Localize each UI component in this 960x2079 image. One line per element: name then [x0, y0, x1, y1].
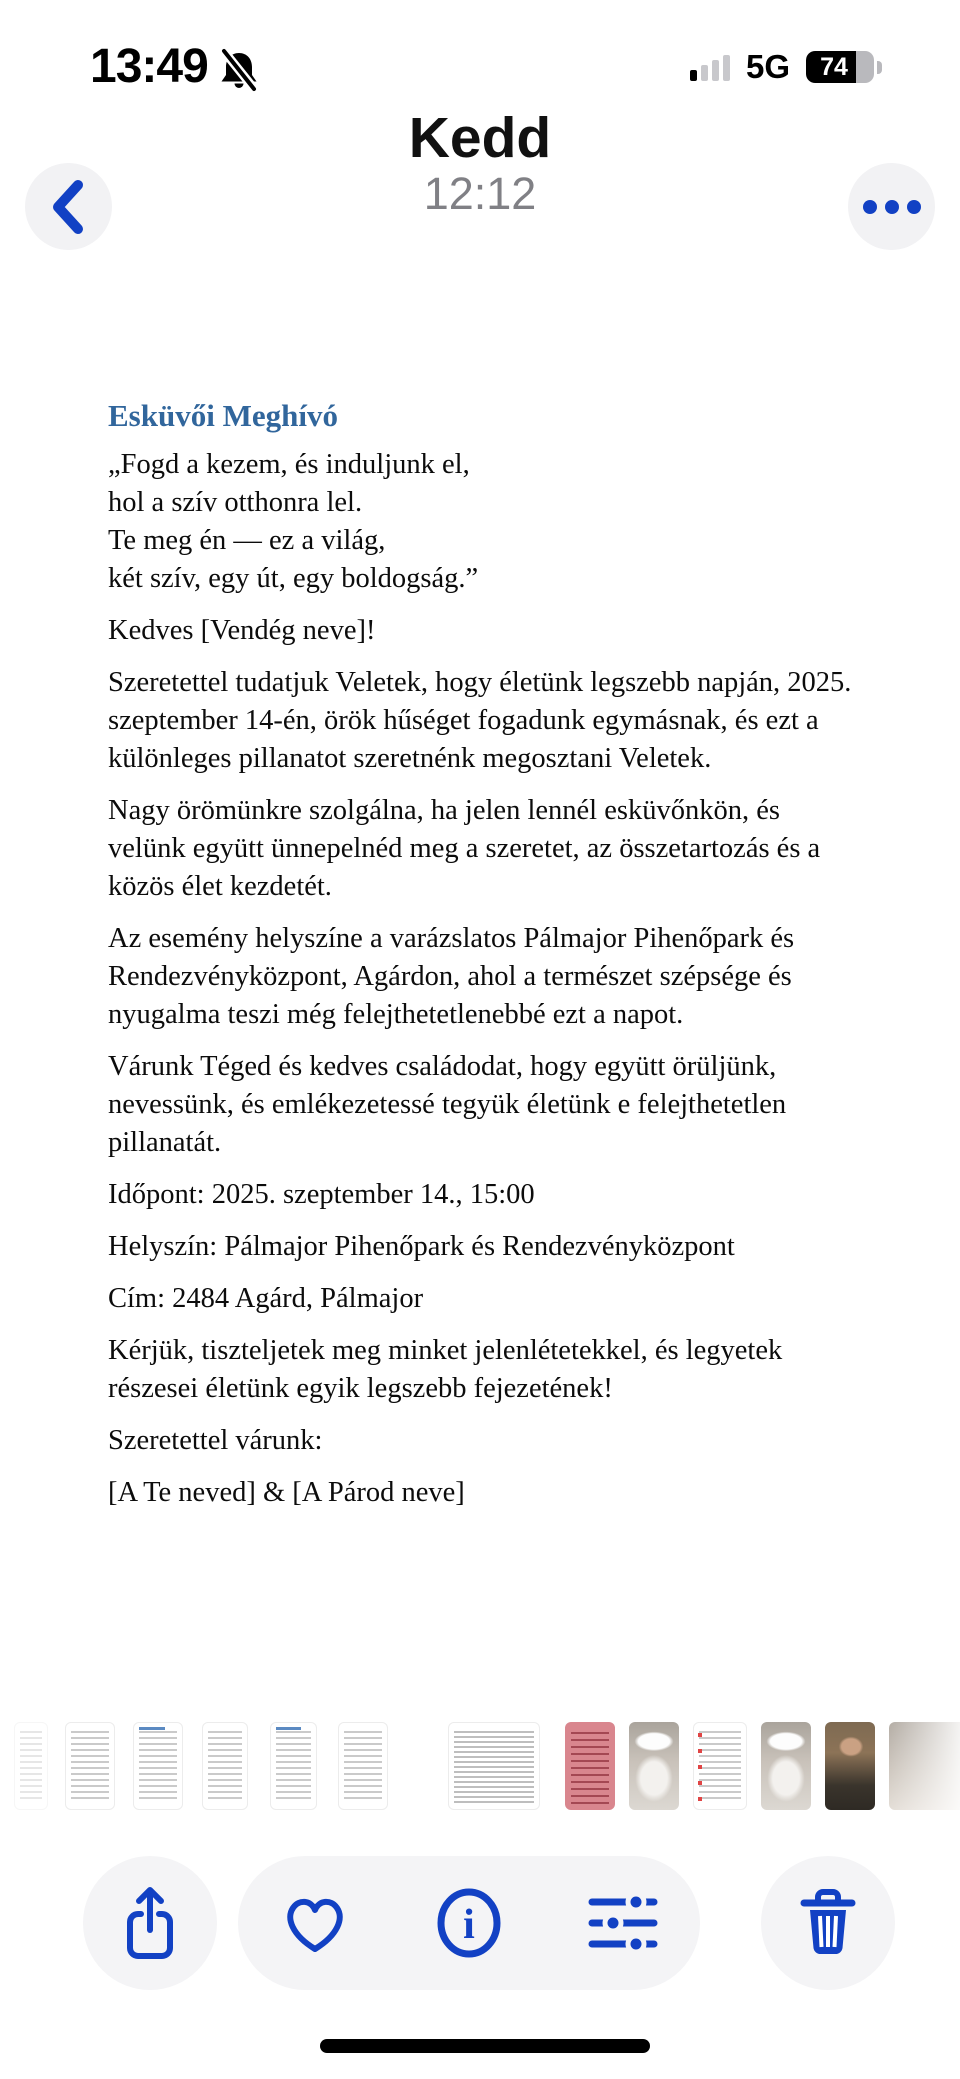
thumbnail-document[interactable]: [270, 1722, 317, 1810]
thumbnail-photo-woman[interactable]: [761, 1722, 811, 1810]
signal-bars-icon: [690, 53, 730, 81]
document-paragraph: Helyszín: Pálmajor Pihenőpark és Rendezvényközpont: [108, 1231, 735, 1262]
info-icon: [434, 1886, 504, 1960]
home-indicator[interactable]: [320, 2039, 650, 2053]
thumbnail-photo-partial[interactable]: [889, 1722, 960, 1810]
status-indicators: [690, 48, 882, 86]
document-poem: [108, 446, 856, 598]
photo-view-document[interactable]: [108, 396, 856, 1526]
thumbnail-document[interactable]: [202, 1722, 248, 1810]
document-paragraph: Az esemény helyszíne a varázslatos Pálmajor Pihenőpark és Rendezvényközpont, Agárdon, ahol a természet szépsége és nyugalma teszi még felejthetetlenebbé ezt a napot.: [108, 923, 795, 1030]
adjust-button[interactable]: [578, 1868, 668, 1978]
status-bar: [0, 40, 960, 94]
thumbnail-photo-woman[interactable]: [629, 1722, 679, 1810]
sliders-icon: [586, 1886, 660, 1960]
favorite-button[interactable]: [270, 1868, 360, 1978]
more-options-button[interactable]: [848, 163, 935, 250]
ellipsis-icon: [863, 200, 921, 214]
document-paragraph: Szeretettel várunk:: [108, 1425, 323, 1456]
poem-line: Te meg én — ez a világ,: [108, 525, 386, 556]
document-paragraph: Nagy örömünkre szolgálna, ha jelen lennél esküvőnkön, és velünk együtt ünnepelnéd meg a szeretet, az összetartozás és a közös élet kezdetét.: [108, 795, 821, 902]
delete-button[interactable]: [761, 1856, 895, 1990]
status-time: 13:49: [90, 40, 208, 93]
heart-icon: [278, 1889, 352, 1957]
trash-icon: [792, 1885, 864, 1961]
thumbnail-document[interactable]: [133, 1722, 183, 1810]
back-button[interactable]: [25, 163, 112, 250]
thumbnail-document[interactable]: [65, 1722, 115, 1810]
battery-icon: [806, 51, 874, 83]
info-button[interactable]: [424, 1868, 514, 1978]
page-title: Kedd: [408, 106, 552, 170]
bell-slash-icon: [218, 48, 260, 94]
document-paragraph: Várunk Téged és kedves családodat, hogy együtt örüljünk, nevessünk, és emlékezetessé tegyük életünk e felejthetetlen pillanatát.: [108, 1051, 787, 1158]
poem-line: „Fogd a kezem, és induljunk el,: [108, 449, 470, 480]
thumbnail-document[interactable]: [14, 1722, 48, 1810]
document-paragraph: Kérjük, tiszteljetek meg minket jelenlétetekkel, és legyetek részesei életünk egyik legszebb fejezetének!: [108, 1335, 783, 1404]
document-paragraph: Kedves [Vendég neve]!: [108, 615, 376, 646]
battery-percent: 74: [820, 53, 848, 81]
thumbnail-current-document[interactable]: [448, 1722, 540, 1810]
document-paragraph: Szeretettel tudatjuk Veletek, hogy életünk legszebb napján, 2025. szeptember 14-én, örök hűséget fogadunk egymásnak, és ezt a különleges pillanatot szeretnénk megosztani Veletek.: [108, 667, 852, 774]
document-paragraph: Cím: 2484 Agárd, Pálmajor: [108, 1283, 424, 1314]
chevron-left-icon: [48, 178, 90, 236]
share-icon: [114, 1884, 186, 1962]
thumbnail-strip: [0, 1722, 960, 1810]
svg-text:i: i: [463, 1902, 475, 1948]
document-title: Esküvői Meghívó: [108, 398, 338, 433]
document-paragraph: [A Te neved] & [A Párod neve]: [108, 1477, 465, 1508]
photo-actions-pill: [238, 1856, 700, 1990]
thumbnail-pink-invitation[interactable]: [565, 1722, 615, 1810]
thumbnail-photo-man[interactable]: [825, 1722, 875, 1810]
thumbnail-document[interactable]: [338, 1722, 388, 1810]
network-type: 5G: [745, 48, 790, 85]
thumbnail-document-list[interactable]: [693, 1722, 747, 1810]
battery-nub: [877, 61, 882, 74]
poem-line: két szív, egy út, egy boldogság.”: [108, 563, 479, 594]
poem-line: hol a szív otthonra lel.: [108, 487, 363, 518]
share-button[interactable]: [83, 1856, 217, 1990]
document-paragraph: Időpont: 2025. szeptember 14., 15:00: [108, 1179, 535, 1210]
page-subtitle: 12:12: [423, 168, 537, 219]
